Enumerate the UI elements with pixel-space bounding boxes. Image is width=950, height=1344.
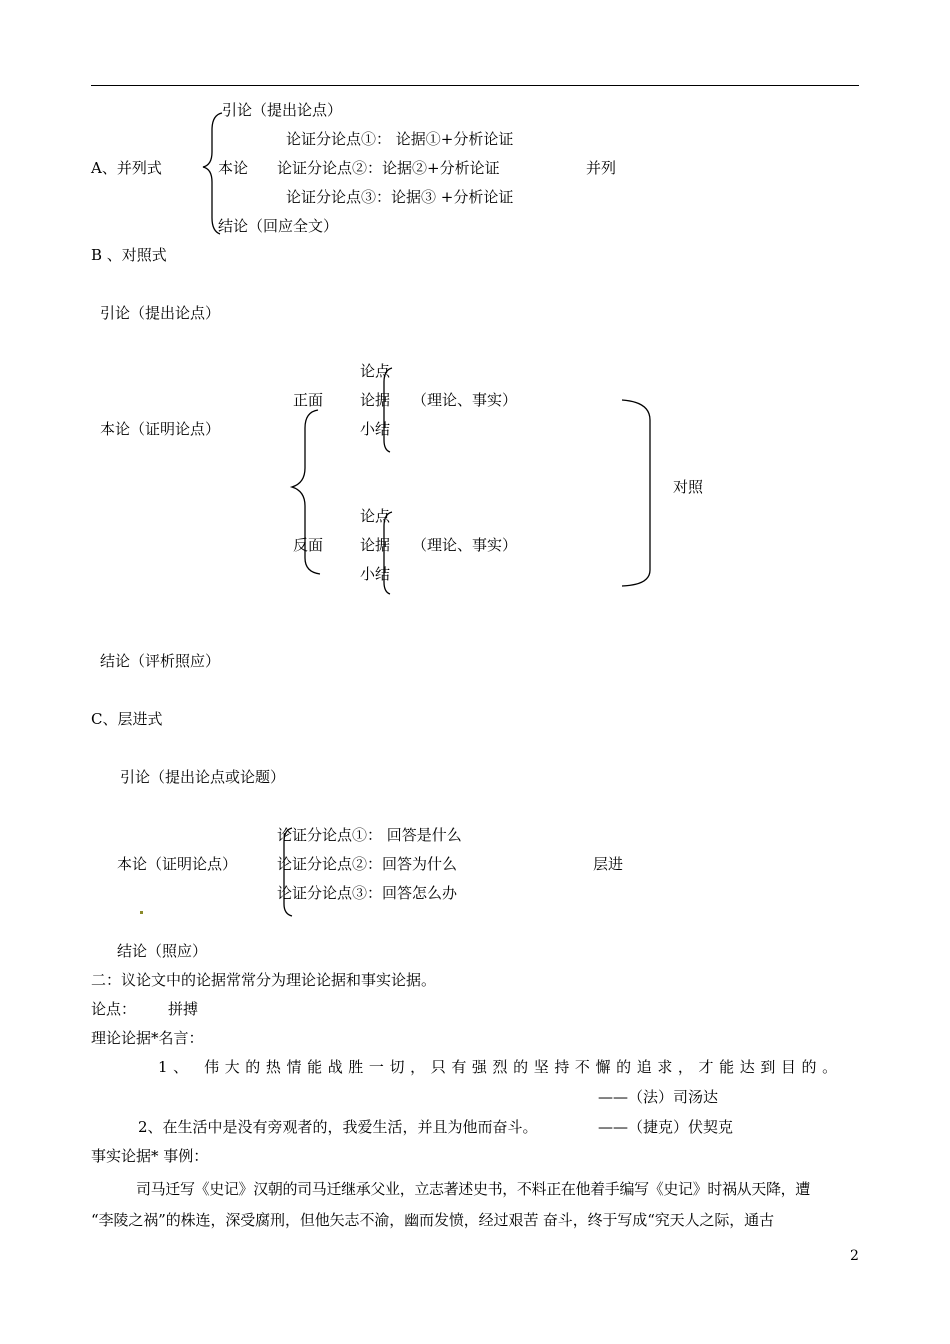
- brace-b-right: [622, 400, 650, 586]
- b-negative-evidence: 论据: [360, 536, 391, 554]
- b-positive-point: 论点: [360, 362, 391, 380]
- b-relation: 对照: [673, 478, 704, 496]
- c-row-1: 论证分论点①： 回答是什么: [277, 826, 462, 844]
- a-relation: 并列: [586, 159, 617, 177]
- quote-2: 2、在生活中是没有旁观者的，我爱生活，并且为他而奋斗。: [138, 1118, 538, 1136]
- c-row-2: 论证分论点②：回答为什么: [277, 855, 458, 873]
- c-relation: 层进: [593, 855, 624, 873]
- fact-line-1: 司马迁写《史记》汉朝的司马迁继承父业，立志著述史书，不料正在他着手编写《史记》时祸从天降，遭: [136, 1180, 810, 1198]
- b-positive-summary: 小结: [360, 420, 391, 438]
- a-conclusion: 结论（回应全文）: [218, 217, 339, 235]
- theory-label: 理论论据*名言：: [91, 1029, 204, 1047]
- c-label: C、层进式: [91, 710, 163, 728]
- thesis: 拼搏: [168, 1000, 199, 1018]
- b-body: 本论（证明论点）: [100, 420, 221, 438]
- c-conclusion: 结论（照应）: [117, 942, 208, 960]
- b-negative-summary: 小结: [360, 565, 391, 583]
- c-row-3: 论证分论点③：回答怎么办: [277, 884, 458, 902]
- c-intro: 引论（提出论点或论题）: [120, 768, 286, 786]
- c-body: 本论（证明论点）: [117, 855, 238, 873]
- a-body: 本论: [218, 159, 249, 177]
- a-label: A、并列式: [91, 159, 162, 177]
- b-positive-evidence-note: （理论、事实）: [412, 391, 518, 409]
- quote-2-source: ——（捷克）伏契克: [598, 1118, 734, 1136]
- page-number: 2: [850, 1248, 859, 1264]
- part2-heading: 二：议论文中的论据常常分为理论论据和事实论据。: [91, 971, 437, 989]
- a-intro: 引论（提出论点）: [222, 101, 343, 119]
- b-label: B 、对照式: [91, 246, 167, 264]
- fact-label: 事实论据* 事例：: [91, 1147, 209, 1165]
- thesis-label: 论点：: [91, 1000, 137, 1018]
- quote-1-source: ——（法）司汤达: [598, 1088, 719, 1106]
- quote-1: 1、 伟大的热情能战胜一切，只有强烈的坚持不懈的追求，才能达到目的。: [158, 1058, 843, 1076]
- a-row-1: 论证分论点①： 论据①+分析论证: [286, 130, 514, 148]
- b-positive-label: 正面: [293, 391, 324, 409]
- b-negative-point: 论点: [360, 507, 391, 525]
- b-positive-evidence: 论据: [360, 391, 391, 409]
- b-negative-label: 反面: [293, 536, 324, 554]
- b-negative-evidence-note: （理论、事实）: [412, 536, 518, 554]
- b-conclusion: 结论（评析照应）: [100, 652, 221, 670]
- header-rule: [91, 85, 859, 86]
- a-row-2: 论证分论点②：论据②+分析论证: [277, 159, 500, 177]
- b-intro: 引论（提出论点）: [100, 304, 221, 322]
- a-row-3: 论证分论点③：论据③ +分析论证: [286, 188, 514, 206]
- fact-line-2: “李陵之祸”的株连，深受腐刑，但他矢志不渝，幽而发愤，经过艰苦 奋斗，终于写成“究天人之际，通古: [91, 1211, 774, 1229]
- stray-dot: [140, 911, 143, 914]
